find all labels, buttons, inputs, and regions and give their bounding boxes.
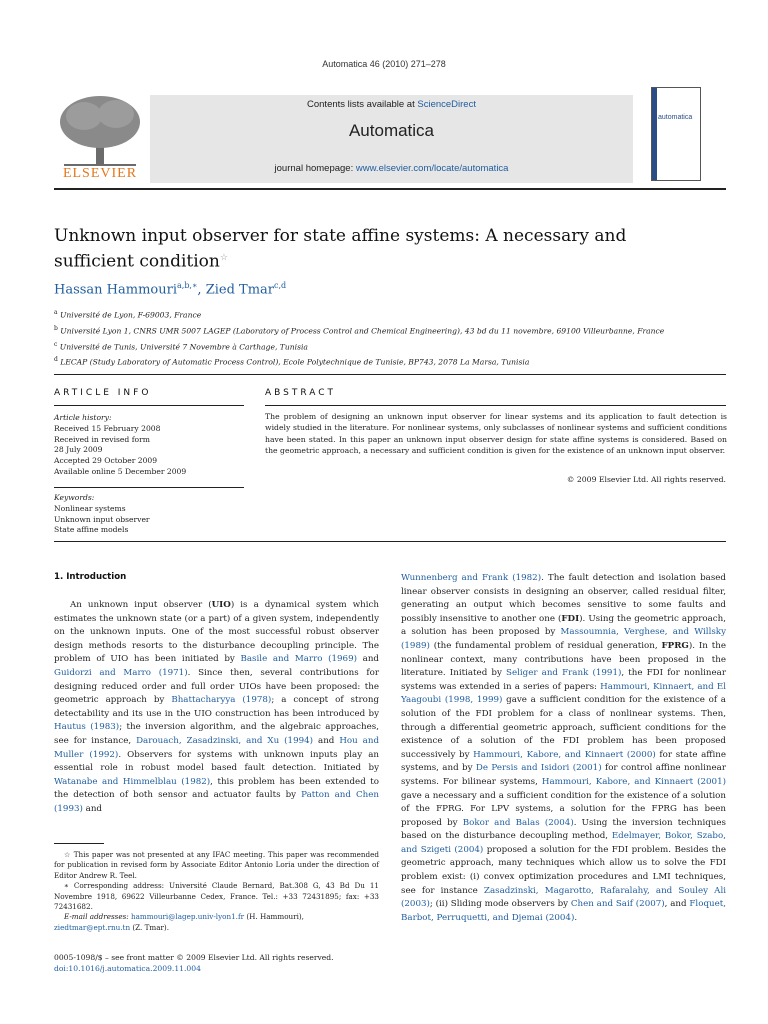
section-heading-introduction: 1. Introduction	[54, 572, 127, 582]
author-name[interactable]: Hassan Hammouri	[54, 282, 177, 298]
citation-link[interactable]: Bokor and Balas (2004)	[462, 817, 574, 828]
citation-link[interactable]: Patton and Chen (1993)	[54, 790, 379, 814]
history-item: Received in revised form	[54, 434, 150, 444]
footnotes	[54, 850, 379, 933]
history-item: 28 July 2009	[54, 445, 103, 455]
journal-cover-thumbnail	[651, 87, 701, 181]
citation-link[interactable]: Seliger and Frank (1991)	[506, 668, 622, 679]
copyright: © 2009 Elsevier Ltd. All rights reserved.	[566, 475, 726, 484]
footnote-rule	[54, 843, 104, 844]
citation-link[interactable]: Hou and Muller (1992)	[54, 735, 380, 760]
citation-link[interactable]: Watanabe and Himmelblau (1982)	[54, 776, 211, 787]
running-head: Automatica 46 (2010) 271–278	[322, 59, 446, 69]
issn-line: 0005-1098/$ – see front matter © 2009 Elsevier Ltd. All rights reserved. doi:10.1016/j.automatica.2009.11.004	[54, 953, 334, 973]
citation-link[interactable]: Hammouri, Kabore, and Kinnaert (2000)	[473, 749, 656, 760]
keyword: Nonlinear systems	[54, 503, 126, 513]
author-name[interactable]: Zied Tmar	[205, 282, 274, 298]
citation-link[interactable]: Basile and Marro (1969)	[240, 654, 357, 665]
section-rule	[54, 374, 726, 375]
article-title: Unknown input observer for state affine systems: A necessary and sufficient condition☆	[54, 226, 627, 272]
doi-link[interactable]: doi:10.1016/j.automatica.2009.11.004	[54, 964, 201, 973]
cover-title: automatica	[658, 114, 693, 121]
intro-paragraph-left: An unknown input observer (UIO) is a dynamical system which estimates the unknown state (or a part) of a given system, independently on the unknown inputs. One of the most successful robust observer design methods resorts to the disturbance decoupling principle. The problem of UIO has been initiated by Basile and Marro (1969) and Guidorzi and Marro (1971). Since then, several contributions for designing reduced order and full order UIOs have been proposed: the geometric approach by Bhattacharyya (1978); a concept of strong detectability and its use in the UIO construction has been introduced by Hautus (1983); the inversion algorithm, and the algebraic approaches, see for instance, Darouach, Zasadzinski, and Xu (1994) and Hou and Muller (1992). Observers for systems with unknown inputs play an essential role in robust model based fault detection. Initiated by Watanabe and Himmelblau (1982), this problem has been extended to the detection of both sensor and actuator faults by Patton and Chen (1993) and	[54, 600, 380, 814]
abstract-rule	[265, 405, 726, 406]
article-info-heading: ARTICLE INFO	[54, 388, 152, 398]
footnote: ☆ This paper was not presented at any IFAC meeting. This paper was recommended for publication in revised form by Associate Editor Antonio Loria under the direction of Editor Andrew R. Teel.	[54, 850, 379, 880]
history-item: Available online 5 December 2009	[54, 466, 187, 476]
affiliation: $^d$ LECAP (Study Laboratory of Automatic Process Control), Ecole Polytechnique de Tunisie, BP743, 2078 La Marsa, Tunisia	[54, 356, 530, 368]
contents-line: Contents lists available at ScienceDirect	[307, 99, 476, 110]
citation-link[interactable]: Floquet, Barbot, Perruquetti, and Djemai (2004)	[401, 899, 726, 923]
citation-link[interactable]: Bhattacharyya (1978)	[171, 695, 272, 706]
citation-link[interactable]: Hammouri, Kinnaert, and El Yaagoubi (1998, 1999)	[401, 681, 726, 706]
section-rule	[54, 541, 726, 542]
email-link[interactable]: ziedtmar@ept.rnu.tn	[54, 922, 131, 932]
citation-link[interactable]: Edelmayer, Bokor, Szabo, and Szigeti (2004)	[401, 831, 726, 855]
citation-link[interactable]: Hautus (1983)	[54, 722, 120, 733]
keywords: Keywords: Nonlinear systems Unknown input observer State affine models	[54, 493, 244, 536]
footnote: E-mail addresses: hammouri@lagep.univ-lyon1.fr (H. Hammouri), ziedtmar@ept.rnu.tn (Z. Tmar).	[54, 912, 304, 932]
history-item: Received 15 February 2008	[54, 423, 161, 433]
title-footnote-mark[interactable]: ☆	[219, 253, 228, 263]
email-link[interactable]: hammouri@lagep.univ-lyon1.fr	[131, 912, 245, 922]
footnote: ∗ Corresponding address: Université Claude Bernard, Bat.308 G, 43 Bd Du 11 Novembre 1918, 69622 Villeurbanne Cedex, France. Tel.: +33 72431895; fax: +33 72431682.	[54, 881, 379, 912]
intro-paragraph-right: Wunnenberg and Frank (1982). The fault detection and isolation based linear observer consists in designing an observer, called residual filter, generating an output which becomes sensitive to some faults and possibly insensitive to another one (FDI). Using the geometric approach, a solution has been proposed by Massoumnia, Verghese, and Willsky (1989) (the fundamental problem of residual generation, FPRG). In the nonlinear context, many contributions have been proposed in the literature. Initiated by Seliger and Frank (1991), the FDI for nonlinear systems was extended in a series of papers: Hammouri, Kinnaert, and El Yaagoubi (1998, 1999) gave a sufficient condition for the existence of a solution of the FDI problem for a class of nonlinear systems. Then, through a differential geometric approach, sufficient conditions for the existence of a solution of the FDI problem has been proposed successively by Hammouri, Kabore, and Kinnaert (2000) for state affine systems, and by De Persis and Isidori (2001) for control affine nonlinear systems. For bilinear systems, Hammouri, Kabore, and Kinnaert (2001) gave a necessary and a sufficient condition for the existence of a solution of the FPRG. For LPV systems, a solution for the FPRG has been proposed by Bokor and Balas (2004). Using the inversion techniques based on the disturbance decoupling method, Edelmayer, Bokor, Szabo, and Szigeti (2004) proposed a solution for the FDI problem. Besides the geometric approach, many techniques which allow us to solve the FDI problem exist: (i) convex optimization procedures and LMI techniques, see for instance Zasadzinski, Magarotto, Rafaralahy, and Souley Ali (2003); (ii) Sliding mode observers by Chen and Saif (2007), and Floquet, Barbot, Perruquetti, and Djemai (2004).	[401, 573, 726, 923]
journal-homepage-link[interactable]: www.elsevier.com/locate/automatica	[355, 163, 509, 174]
sciencedirect-link[interactable]: ScienceDirect	[417, 99, 476, 110]
citation-link[interactable]: Guidorzi and Marro (1971)	[54, 667, 188, 678]
history-item: Accepted 29 October 2009	[54, 456, 158, 466]
affiliation: $^a$ Université de Lyon, F-69003, France	[54, 309, 202, 320]
info-rule	[54, 487, 244, 488]
abstract-heading: ABSTRACT	[265, 388, 337, 398]
citation-link[interactable]: Hammouri, Kabore, and Kinnaert (2001)	[541, 776, 726, 787]
citation-link[interactable]: Wunnenberg and Frank (1982)	[401, 573, 542, 583]
publisher-wordmark: ELSEVIER	[62, 166, 138, 181]
cover-band	[652, 88, 657, 180]
citation-link[interactable]: De Persis and Isidori (2001)	[475, 763, 602, 774]
affiliations	[54, 306, 694, 369]
article-history: Article history: Received 15 February 2008 Received in revised form 28 July 2009 Accepted 29 October 2009 Available online 5 December 2009	[54, 413, 244, 478]
journal-banner	[150, 95, 633, 183]
masthead-rule	[54, 188, 726, 190]
homepage-line: journal homepage: www.elsevier.com/locate/automatica	[274, 163, 509, 174]
keyword: State affine models	[54, 525, 129, 535]
abstract-text: The problem of designing an unknown input observer for linear systems and its application to fault detection is widely studied in the literature. For nonlinear systems, only subclasses of nonlinear systems and sufficient conditions have been stated. In this paper an unknown input observer design for state affine systems is considered. Based on the geometric approach, a necessary and sufficient condition is given for the existence of an unknown input observer.	[265, 412, 727, 456]
affiliation: $^c$ Université de Tunis, Université 7 Novembre à Carthage, Tunisia	[54, 340, 308, 352]
citation-link[interactable]: Chen and Saif (2007)	[570, 899, 665, 910]
citation-link[interactable]: Massoumnia, Verghese, and Willsky (1989)	[401, 627, 726, 651]
citation-link[interactable]: Zasadzinski, Magarotto, Rafaralahy, and Souley Ali (2003)	[401, 885, 726, 910]
info-rule	[54, 405, 244, 406]
keyword: Unknown input observer	[54, 514, 150, 524]
author-list: Hassan Hammouri$^{a,b,∗}$, Zied Tmar$^{c,d}$	[54, 281, 287, 298]
journal-name: Automatica	[348, 121, 435, 140]
affiliation: $^b$ Université Lyon 1, CNRS UMR 5007 LAGEP (Laboratory of Process Control and Chemical Engineering), 43 bd du 11 novembre, 69100 Villeurbanne, France	[54, 324, 665, 336]
citation-link[interactable]: Darouach, Zasadzinski, and Xu (1994)	[136, 735, 314, 746]
